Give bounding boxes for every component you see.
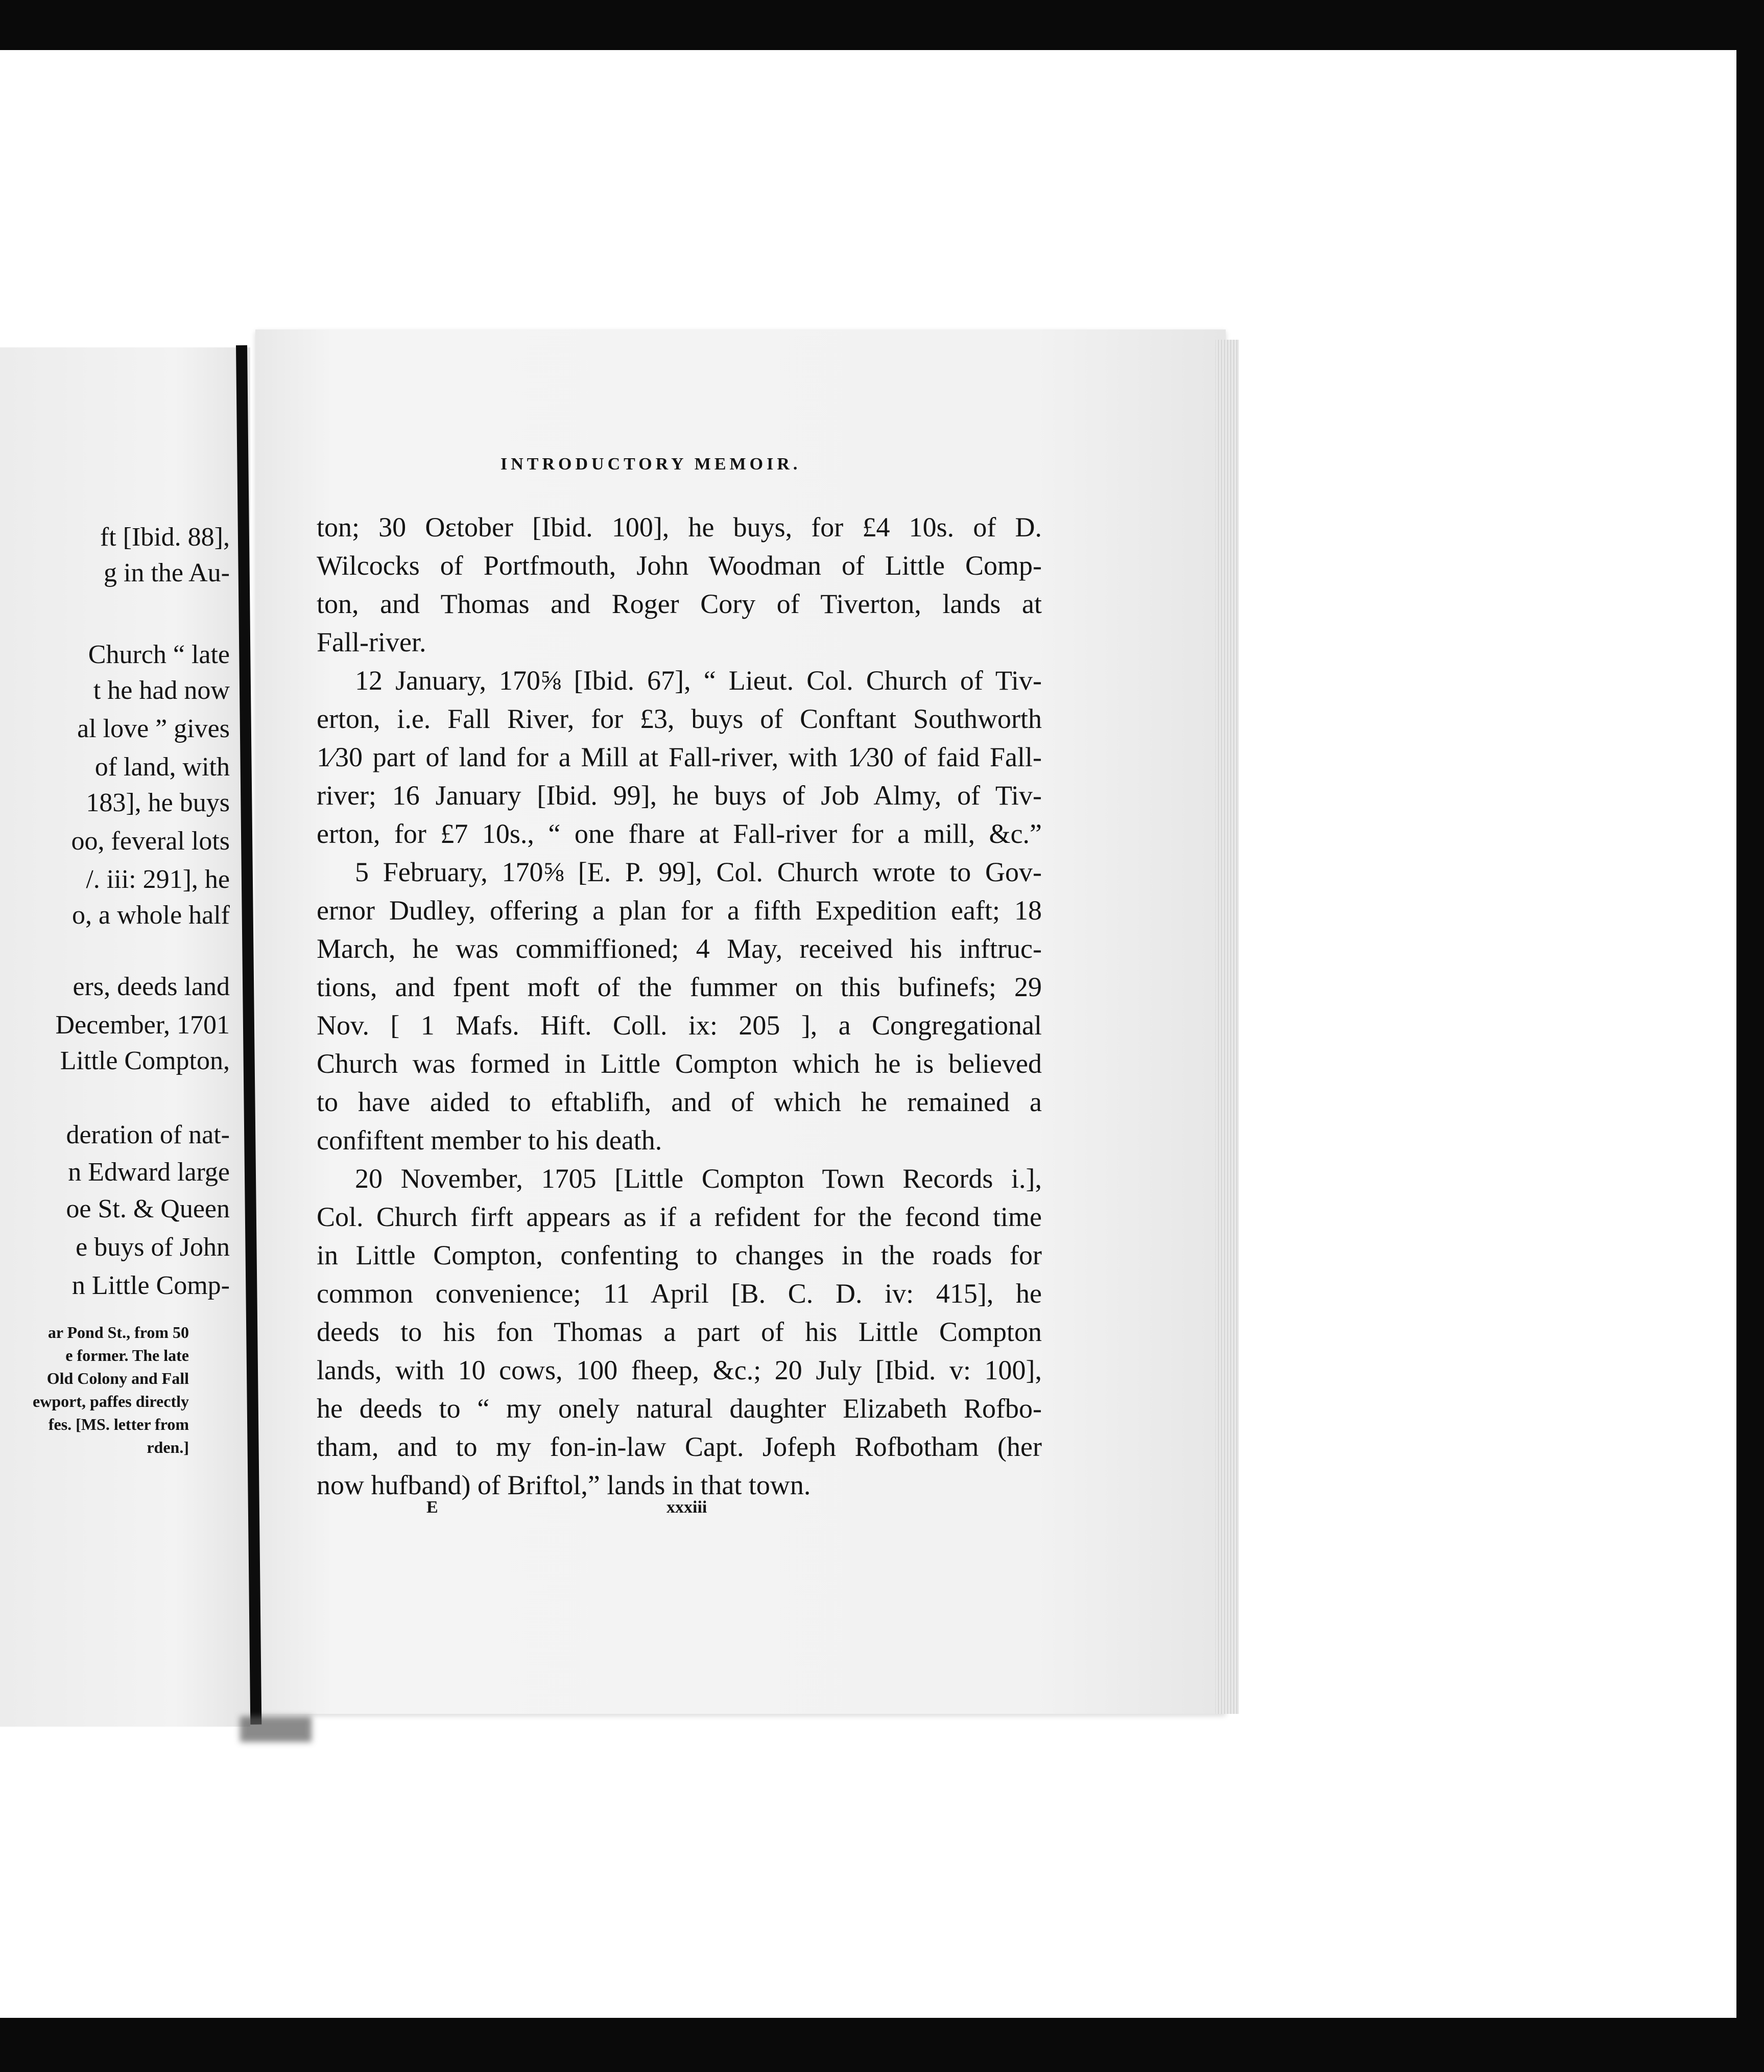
left-note-3: Old Colony and Fall xyxy=(46,1369,189,1387)
text-line-20: in Little Compton, confenting to changes in the roads for xyxy=(317,1240,1042,1270)
left-note-1: ar Pond St., from 50 xyxy=(47,1323,189,1341)
text-line-16: to have aided to eftablifh, and of which he remained a xyxy=(317,1087,1042,1117)
left-line-13: Little Compton, xyxy=(60,1046,230,1075)
left-note-6: rden.] xyxy=(147,1438,189,1456)
scan-border-line xyxy=(0,47,1736,50)
scan-border-bottom xyxy=(0,2018,1764,2072)
left-line-3: Church “ late xyxy=(88,640,230,669)
page-edges xyxy=(1215,340,1239,1714)
text-line-9: erton, for £7 10s., “ one fhare at Fall-river for a mill, &c.” xyxy=(317,818,1042,849)
left-line-16: oe St. & Queen xyxy=(66,1194,230,1223)
text-line-26: now hufband) of Briftol,” lands in that town. xyxy=(317,1470,811,1500)
text-line-5: 12 January, 170⅝ [Ibid. 67], “ Lieut. Col. Church of Tiv- xyxy=(355,665,1042,696)
left-line-9: /. iii: 291], he xyxy=(86,865,230,894)
text-line-22: deeds to his fon Thomas a part of his Little Compton xyxy=(317,1316,1042,1347)
running-header: INTRODUCTORY MEMOIR. xyxy=(500,455,801,474)
left-note-5: fes. [MS. letter from xyxy=(48,1415,189,1433)
text-line-24: he deeds to “ my onely natural daughter Elizabeth Rofbo- xyxy=(317,1393,1042,1424)
left-line-5: al love ” gives xyxy=(77,714,230,743)
left-line-17: e buys of John xyxy=(76,1233,230,1262)
text-line-12: March, he was commiffioned; 4 May, received his inftruc- xyxy=(317,933,1042,964)
scan-border-right xyxy=(1736,0,1764,2072)
text-line-19: Col. Church firft appears as if a refident for the fecond time xyxy=(317,1202,1042,1232)
text-line-18: 20 November, 1705 [Little Compton Town Records i.], xyxy=(355,1163,1042,1194)
left-line-2: g in the Au- xyxy=(104,558,230,587)
left-line-14: deration of nat- xyxy=(66,1120,230,1149)
spine-shadow xyxy=(240,1716,312,1742)
left-line-7: 183], he buys xyxy=(86,788,230,817)
text-line-10: 5 February, 170⅝ [E. P. 99], Col. Church wrote to Gov- xyxy=(355,857,1042,887)
left-line-18: n Little Comp- xyxy=(71,1271,230,1300)
text-line-11: ernor Dudley, offering a plan for a fifth Expedition eaft; 18 xyxy=(317,895,1042,926)
text-line-8: river; 16 January [Ibid. 99], he buys of Job Almy, of Tiv- xyxy=(317,780,1042,811)
body-text xyxy=(317,508,1042,1504)
text-line-23: lands, with 10 cows, 100 fheep, &c.; 20 July [Ibid. v: 100], xyxy=(317,1355,1042,1385)
left-line-10: o, a whole half xyxy=(71,901,230,930)
page-number: xxxiii xyxy=(666,1498,707,1517)
left-line-12: December, 1701 xyxy=(55,1010,230,1040)
left-note-4: ewport, paffes directly xyxy=(33,1392,189,1410)
text-line-7: 1⁄30 part of land for a Mill at Fall-river, with 1⁄30 of faid Fall- xyxy=(317,742,1042,772)
text-line-4: Fall-river. xyxy=(317,627,426,657)
left-note-2: e former. The late xyxy=(65,1346,189,1364)
text-line-6: erton, i.e. Fall River, for £3, buys of Conftant Southworth xyxy=(317,703,1042,734)
left-line-8: oo, feveral lots xyxy=(71,827,230,856)
scan-border-top xyxy=(0,0,1764,47)
text-line-17: confiftent member to his death. xyxy=(317,1125,662,1156)
left-line-11: ers, deeds land xyxy=(73,972,230,1001)
text-line-2: Wilcocks of Portfmouth, John Woodman of Little Comp- xyxy=(317,550,1042,581)
text-line-25: tham, and to my fon-in-law Capt. Jofeph Rofbotham (her xyxy=(317,1431,1042,1462)
left-line-15: n Edward large xyxy=(68,1158,230,1187)
left-page xyxy=(0,347,250,1727)
text-line-3: ton, and Thomas and Roger Cory of Tiverton, lands at xyxy=(317,588,1042,619)
text-line-15: Church was formed in Little Compton which he is believed xyxy=(317,1048,1042,1079)
left-line-1: ft [Ibid. 88], xyxy=(100,523,230,552)
left-line-6: of land, with xyxy=(94,752,230,782)
text-line-14: Nov. [ 1 Mafs. Hift. Coll. ix: 205 ], a Congregational xyxy=(317,1010,1042,1041)
text-line-1: ton; 30 Oɛtober [Ibid. 100], he buys, for £4 10s. of D. xyxy=(317,512,1042,543)
text-line-21: common convenience; 11 April [B. C. D. iv: 415], he xyxy=(317,1278,1042,1309)
left-line-4: t he had now xyxy=(93,676,230,705)
signature-mark: E xyxy=(426,1498,438,1517)
text-line-13: tions, and fpent moft of the fummer on this bufinefs; 29 xyxy=(317,972,1042,1002)
